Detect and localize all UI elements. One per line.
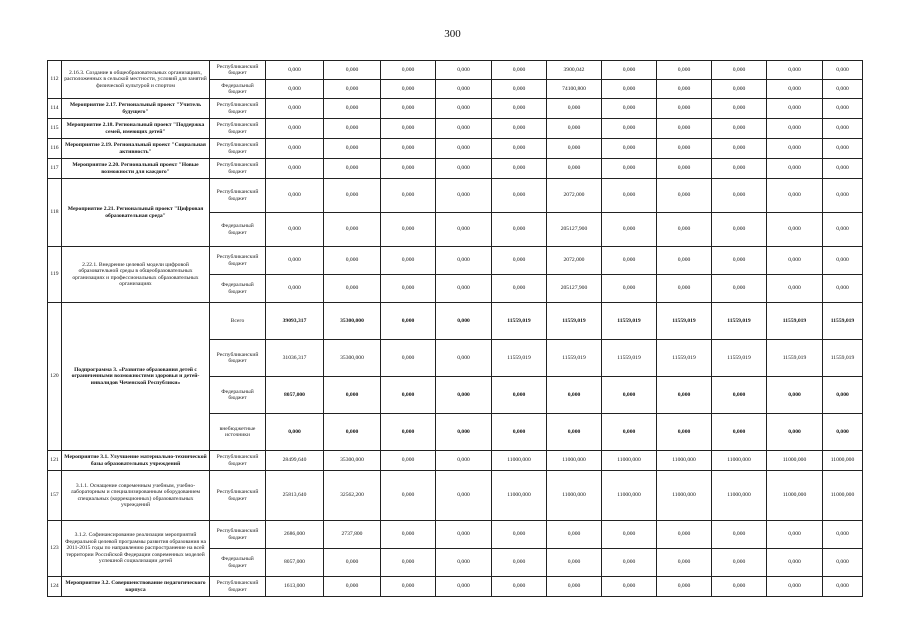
- row-number: 118: [48, 179, 62, 247]
- amount-cell: 11000,000: [547, 451, 602, 471]
- amount-cell: 11000,000: [602, 451, 657, 471]
- funding-source: Федеральный бюджет: [210, 377, 266, 414]
- budget-table: [47, 60, 863, 597]
- amount-cell: 0,000: [712, 119, 767, 139]
- amount-cell: 205127,900: [547, 213, 602, 247]
- amount-cell: 0,000: [436, 99, 492, 119]
- amount-cell: 0,000: [381, 119, 436, 139]
- amount-cell: 11559,019: [767, 303, 823, 340]
- amount-cell: 0,000: [712, 521, 767, 549]
- activity-name: 2.22.1. Внедрение целевой модели цифровой образовательной среды в общеобразовательных организациях и профессиональных образовательных организациях: [62, 247, 210, 303]
- amount-cell: 0,000: [602, 247, 657, 275]
- amount-cell: 0,000: [823, 377, 863, 414]
- amount-cell: 0,000: [381, 213, 436, 247]
- amount-cell: 11000,000: [657, 451, 712, 471]
- page-number: 300: [444, 28, 461, 40]
- amount-cell: 0,000: [436, 119, 492, 139]
- funding-source: Республиканский бюджет: [210, 247, 266, 275]
- table-row: [48, 521, 863, 549]
- amount-cell: 0,000: [324, 213, 381, 247]
- amount-cell: 0,000: [823, 275, 863, 303]
- amount-cell: 0,000: [436, 159, 492, 179]
- amount-cell: 0,000: [657, 119, 712, 139]
- amount-cell: 0,000: [712, 80, 767, 99]
- amount-cell: 0,000: [324, 577, 381, 597]
- amount-cell: 0,000: [492, 139, 547, 159]
- amount-cell: 0,000: [492, 577, 547, 597]
- amount-cell: 0,000: [381, 80, 436, 99]
- amount-cell: 0,000: [767, 139, 823, 159]
- amount-cell: 0,000: [381, 247, 436, 275]
- table-row: [48, 303, 863, 340]
- amount-cell: 0,000: [324, 99, 381, 119]
- table-row: [48, 577, 863, 597]
- amount-cell: 0,000: [381, 275, 436, 303]
- amount-cell: 0,000: [767, 414, 823, 451]
- amount-cell: 3900,042: [547, 61, 602, 80]
- amount-cell: 0,000: [324, 159, 381, 179]
- amount-cell: 0,000: [381, 340, 436, 377]
- amount-cell: 0,000: [823, 99, 863, 119]
- amount-cell: 0,000: [657, 275, 712, 303]
- row-number: 116: [48, 139, 62, 159]
- funding-source: Республиканский бюджет: [210, 179, 266, 213]
- amount-cell: 0,000: [381, 549, 436, 577]
- amount-cell: 0,000: [602, 139, 657, 159]
- amount-cell: 0,000: [436, 549, 492, 577]
- amount-cell: 0,000: [657, 213, 712, 247]
- funding-source: Федеральный бюджет: [210, 80, 266, 99]
- row-number: 117: [48, 159, 62, 179]
- amount-cell: 0,000: [436, 61, 492, 80]
- amount-cell: 0,000: [492, 80, 547, 99]
- amount-cell: 11559,019: [823, 303, 863, 340]
- amount-cell: 0,000: [324, 80, 381, 99]
- amount-cell: 0,000: [381, 61, 436, 80]
- amount-cell: 0,000: [381, 303, 436, 340]
- amount-cell: 35300,000: [324, 451, 381, 471]
- amount-cell: 0,000: [324, 139, 381, 159]
- amount-cell: 0,000: [436, 80, 492, 99]
- amount-cell: 0,000: [823, 247, 863, 275]
- amount-cell: 0,000: [381, 99, 436, 119]
- amount-cell: 11559,019: [712, 340, 767, 377]
- amount-cell: 0,000: [436, 340, 492, 377]
- amount-cell: 0,000: [492, 99, 547, 119]
- amount-cell: 0,000: [712, 213, 767, 247]
- amount-cell: 0,000: [324, 414, 381, 451]
- amount-cell: 0,000: [492, 521, 547, 549]
- amount-cell: 0,000: [436, 139, 492, 159]
- amount-cell: 11000,000: [823, 451, 863, 471]
- activity-name: 3.1.1. Оснащение современным учебным, учебно-лабораторным и специализированным оборудованием специальных (коррекционных) образовательных учреждений: [62, 471, 210, 521]
- row-number: 119: [48, 247, 62, 303]
- amount-cell: 0,000: [767, 159, 823, 179]
- amount-cell: 0,000: [266, 414, 324, 451]
- amount-cell: 0,000: [823, 139, 863, 159]
- amount-cell: 31036,317: [266, 340, 324, 377]
- amount-cell: 0,000: [547, 139, 602, 159]
- amount-cell: 0,000: [492, 414, 547, 451]
- amount-cell: 0,000: [381, 159, 436, 179]
- table-row: [48, 179, 863, 213]
- amount-cell: 0,000: [657, 61, 712, 80]
- table-row: [48, 159, 863, 179]
- amount-cell: 0,000: [266, 247, 324, 275]
- amount-cell: 0,000: [657, 139, 712, 159]
- amount-cell: 0,000: [712, 99, 767, 119]
- funding-source: Федеральный бюджет: [210, 549, 266, 577]
- amount-cell: 0,000: [602, 80, 657, 99]
- amount-cell: 11559,019: [547, 303, 602, 340]
- row-number: 114: [48, 99, 62, 119]
- amount-cell: 11559,019: [657, 303, 712, 340]
- amount-cell: 0,000: [436, 471, 492, 521]
- amount-cell: 11000,000: [492, 471, 547, 521]
- amount-cell: 0,000: [436, 451, 492, 471]
- amount-cell: 205127,900: [547, 275, 602, 303]
- funding-source: Республиканский бюджет: [210, 159, 266, 179]
- amount-cell: 0,000: [324, 119, 381, 139]
- funding-source: Республиканский бюджет: [210, 119, 266, 139]
- amount-cell: 0,000: [657, 549, 712, 577]
- amount-cell: 0,000: [436, 213, 492, 247]
- amount-cell: 2072,000: [547, 179, 602, 213]
- row-number: 115: [48, 119, 62, 139]
- activity-name: Мероприятие 2.21. Региональный проект "Цифровая образовательная среда": [62, 179, 210, 247]
- amount-cell: 0,000: [823, 549, 863, 577]
- funding-source: Федеральный бюджет: [210, 275, 266, 303]
- amount-cell: 0,000: [712, 247, 767, 275]
- amount-cell: 0,000: [436, 377, 492, 414]
- activity-name: Мероприятие 2.20. Региональный проект "Новые возможности для каждого": [62, 159, 210, 179]
- amount-cell: 11000,000: [492, 451, 547, 471]
- amount-cell: 35300,000: [324, 303, 381, 340]
- amount-cell: 35300,000: [324, 340, 381, 377]
- amount-cell: 11000,000: [767, 451, 823, 471]
- activity-name: Мероприятие 2.17. Региональный проект "Учитель будущего": [62, 99, 210, 119]
- amount-cell: 0,000: [266, 179, 324, 213]
- amount-cell: 11559,019: [823, 340, 863, 377]
- amount-cell: 0,000: [436, 521, 492, 549]
- table-row: [48, 99, 863, 119]
- amount-cell: 8057,000: [266, 377, 324, 414]
- amount-cell: 0,000: [657, 577, 712, 597]
- amount-cell: 74100,800: [547, 80, 602, 99]
- amount-cell: 11559,019: [767, 340, 823, 377]
- table-row: [48, 451, 863, 471]
- activity-name: Мероприятие 2.19. Региональный проект "Социальная активность": [62, 139, 210, 159]
- amount-cell: 0,000: [492, 247, 547, 275]
- funding-source: Республиканский бюджет: [210, 471, 266, 521]
- amount-cell: 0,000: [381, 471, 436, 521]
- amount-cell: 0,000: [657, 80, 712, 99]
- amount-cell: 0,000: [381, 179, 436, 213]
- amount-cell: 0,000: [436, 247, 492, 275]
- activity-name: 3.1.2. Софинансирование реализации мероприятий Федеральной целевой программы развития образования на 2011-2015 годы по направлению распространение на всей территории Российской Федерации современных моделей успешной социализации детей: [62, 521, 210, 577]
- amount-cell: 0,000: [712, 275, 767, 303]
- amount-cell: 0,000: [712, 159, 767, 179]
- activity-name: Мероприятие 2.18. Региональный проект "Поддержка семей, имеющих детей": [62, 119, 210, 139]
- amount-cell: 0,000: [602, 414, 657, 451]
- amount-cell: 0,000: [823, 119, 863, 139]
- amount-cell: 11559,019: [657, 340, 712, 377]
- amount-cell: 0,000: [657, 521, 712, 549]
- amount-cell: 0,000: [602, 275, 657, 303]
- amount-cell: 0,000: [547, 521, 602, 549]
- amount-cell: 0,000: [602, 377, 657, 414]
- amount-cell: 0,000: [602, 213, 657, 247]
- amount-cell: 0,000: [602, 119, 657, 139]
- amount-cell: 0,000: [657, 159, 712, 179]
- amount-cell: 0,000: [492, 119, 547, 139]
- amount-cell: 0,000: [381, 414, 436, 451]
- amount-cell: 0,000: [381, 377, 436, 414]
- row-number: 112: [48, 61, 62, 99]
- amount-cell: 0,000: [266, 80, 324, 99]
- amount-cell: 0,000: [823, 521, 863, 549]
- amount-cell: 0,000: [436, 577, 492, 597]
- amount-cell: 11000,000: [823, 471, 863, 521]
- amount-cell: 0,000: [712, 139, 767, 159]
- funding-source: Республиканский бюджет: [210, 577, 266, 597]
- amount-cell: 0,000: [602, 521, 657, 549]
- amount-cell: 0,000: [266, 119, 324, 139]
- activity-name: Мероприятие 3.2. Совершенствование педагогического корпуса: [62, 577, 210, 597]
- amount-cell: 0,000: [324, 275, 381, 303]
- amount-cell: 0,000: [823, 179, 863, 213]
- amount-cell: 0,000: [492, 179, 547, 213]
- amount-cell: 0,000: [547, 414, 602, 451]
- activity-name: 2.16.3. Создание в общеобразовательных организациях, расположенных в сельской местности, условий для занятий физической культурой и спортом: [62, 61, 210, 99]
- row-number: 157: [48, 471, 62, 521]
- amount-cell: 0,000: [381, 521, 436, 549]
- amount-cell: 0,000: [324, 247, 381, 275]
- amount-cell: 11000,000: [767, 471, 823, 521]
- amount-cell: 0,000: [266, 61, 324, 80]
- amount-cell: 2072,000: [547, 247, 602, 275]
- amount-cell: 0,000: [823, 414, 863, 451]
- amount-cell: 0,000: [324, 549, 381, 577]
- amount-cell: 0,000: [492, 61, 547, 80]
- amount-cell: 0,000: [602, 159, 657, 179]
- amount-cell: 11559,019: [602, 303, 657, 340]
- amount-cell: 11000,000: [657, 471, 712, 521]
- amount-cell: 0,000: [767, 119, 823, 139]
- funding-source: Республиканский бюджет: [210, 340, 266, 377]
- amount-cell: 0,000: [324, 179, 381, 213]
- amount-cell: 0,000: [324, 61, 381, 80]
- amount-cell: 0,000: [436, 303, 492, 340]
- funding-source: Всего: [210, 303, 266, 340]
- activity-name: Мероприятие 3.1. Улучшение материально-технической базы образовательных учреждений: [62, 451, 210, 471]
- funding-source: Республиканский бюджет: [210, 61, 266, 80]
- amount-cell: 0,000: [381, 451, 436, 471]
- row-number: 123: [48, 521, 62, 577]
- amount-cell: 0,000: [823, 61, 863, 80]
- amount-cell: 0,000: [767, 549, 823, 577]
- amount-cell: 0,000: [602, 179, 657, 213]
- amount-cell: 0,000: [823, 159, 863, 179]
- amount-cell: 0,000: [767, 80, 823, 99]
- funding-source: Республиканский бюджет: [210, 139, 266, 159]
- amount-cell: 0,000: [602, 549, 657, 577]
- amount-cell: 0,000: [767, 521, 823, 549]
- amount-cell: 11000,000: [602, 471, 657, 521]
- amount-cell: 0,000: [712, 377, 767, 414]
- amount-cell: 0,000: [381, 577, 436, 597]
- amount-cell: 0,000: [266, 159, 324, 179]
- amount-cell: 28499,640: [266, 451, 324, 471]
- amount-cell: 0,000: [602, 61, 657, 80]
- amount-cell: 0,000: [712, 61, 767, 80]
- amount-cell: 0,000: [266, 213, 324, 247]
- amount-cell: 0,000: [712, 179, 767, 213]
- amount-cell: 11000,000: [712, 471, 767, 521]
- amount-cell: 0,000: [547, 377, 602, 414]
- amount-cell: 0,000: [823, 577, 863, 597]
- amount-cell: 0,000: [547, 159, 602, 179]
- amount-cell: 0,000: [492, 549, 547, 577]
- amount-cell: 0,000: [436, 179, 492, 213]
- amount-cell: 0,000: [657, 99, 712, 119]
- amount-cell: 39093,317: [266, 303, 324, 340]
- amount-cell: 0,000: [266, 99, 324, 119]
- amount-cell: 2737,800: [324, 521, 381, 549]
- amount-cell: 0,000: [767, 99, 823, 119]
- amount-cell: 0,000: [266, 275, 324, 303]
- amount-cell: 0,000: [823, 213, 863, 247]
- table-row: [48, 471, 863, 521]
- amount-cell: 0,000: [602, 577, 657, 597]
- amount-cell: 0,000: [712, 577, 767, 597]
- amount-cell: 2686,000: [266, 521, 324, 549]
- amount-cell: 0,000: [492, 275, 547, 303]
- table-row: [48, 61, 863, 80]
- funding-source: внебюджетные источники: [210, 414, 266, 451]
- funding-source: Республиканский бюджет: [210, 451, 266, 471]
- amount-cell: 0,000: [602, 99, 657, 119]
- amount-cell: 0,000: [767, 247, 823, 275]
- amount-cell: 0,000: [436, 414, 492, 451]
- amount-cell: 25813,640: [266, 471, 324, 521]
- amount-cell: 0,000: [266, 139, 324, 159]
- amount-cell: 0,000: [767, 179, 823, 213]
- amount-cell: 11000,000: [547, 471, 602, 521]
- funding-source: Федеральный бюджет: [210, 213, 266, 247]
- table-row: [48, 247, 863, 275]
- amount-cell: 11559,019: [547, 340, 602, 377]
- amount-cell: 0,000: [823, 80, 863, 99]
- table-row: [48, 139, 863, 159]
- amount-cell: 0,000: [547, 577, 602, 597]
- row-number: 121: [48, 451, 62, 471]
- amount-cell: 0,000: [767, 377, 823, 414]
- row-number: 124: [48, 577, 62, 597]
- amount-cell: 8057,000: [266, 549, 324, 577]
- amount-cell: 11000,000: [712, 451, 767, 471]
- row-number: 120: [48, 303, 62, 451]
- amount-cell: 0,000: [657, 414, 712, 451]
- amount-cell: 0,000: [492, 159, 547, 179]
- amount-cell: 0,000: [657, 179, 712, 213]
- amount-cell: 0,000: [712, 549, 767, 577]
- amount-cell: 0,000: [547, 99, 602, 119]
- amount-cell: 0,000: [767, 61, 823, 80]
- amount-cell: 0,000: [492, 377, 547, 414]
- amount-cell: 11559,019: [492, 340, 547, 377]
- funding-source: Республиканский бюджет: [210, 99, 266, 119]
- funding-source: Республиканский бюджет: [210, 521, 266, 549]
- amount-cell: 0,000: [381, 139, 436, 159]
- amount-cell: 11559,019: [492, 303, 547, 340]
- amount-cell: 0,000: [657, 377, 712, 414]
- activity-name: Подпрограмма 3. «Развитие образования детей с ограниченными возможностями здоровья и детей-инвалидов Чеченской Республики»: [62, 303, 210, 451]
- amount-cell: 32562,200: [324, 471, 381, 521]
- amount-cell: 0,000: [657, 247, 712, 275]
- amount-cell: 0,000: [712, 414, 767, 451]
- amount-cell: 0,000: [436, 275, 492, 303]
- amount-cell: 1613,000: [266, 577, 324, 597]
- amount-cell: 11559,019: [712, 303, 767, 340]
- amount-cell: 0,000: [547, 549, 602, 577]
- amount-cell: 0,000: [767, 275, 823, 303]
- amount-cell: 0,000: [767, 577, 823, 597]
- table-row: [48, 119, 863, 139]
- amount-cell: 0,000: [767, 213, 823, 247]
- amount-cell: 0,000: [324, 377, 381, 414]
- amount-cell: 0,000: [492, 213, 547, 247]
- amount-cell: 0,000: [547, 119, 602, 139]
- amount-cell: 11559,019: [602, 340, 657, 377]
